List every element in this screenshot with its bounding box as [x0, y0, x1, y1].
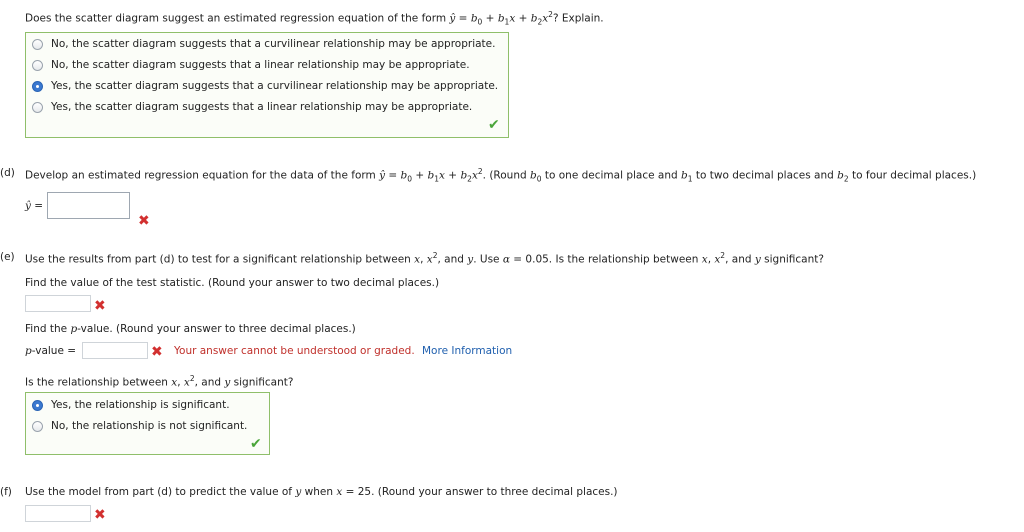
- test-statistic-prompt: Find the value of the test statistic. (Round your answer to two decimal places.): [25, 277, 440, 289]
- error-message: Your answer cannot be understood or graded.: [174, 345, 415, 357]
- option-label: No, the scatter diagram suggests that a linear relationship may be appropriate.: [51, 59, 470, 71]
- correct-check-icon: ✔: [250, 436, 262, 452]
- radio-button[interactable]: [32, 39, 43, 50]
- option-label: No, the scatter diagram suggests that a curvilinear relationship may be appropriate.: [51, 38, 496, 50]
- part-f-label: (f): [0, 486, 12, 498]
- prediction-input[interactable]: [25, 505, 91, 522]
- incorrect-x-icon: ✖: [151, 344, 163, 360]
- question-d-text: Develop an estimated regression equation for the data of the form ŷ = $b_0 + b_1x + b_2x^2$. (Round $b_0$ to one decimal place and $b_1$ to two decimal places and $b_2$ to four decimal places.): [25, 167, 977, 184]
- answer-box-c: [25, 32, 509, 138]
- option-c-4[interactable]: [32, 99, 472, 115]
- more-information-link[interactable]: More Information: [422, 345, 513, 357]
- incorrect-x-icon: ✖: [94, 298, 106, 314]
- correct-check-icon: ✔: [488, 117, 500, 133]
- p-value-prompt: Find the p-value. (Round your answer to three decimal places.): [25, 323, 356, 335]
- option-c-3[interactable]: [32, 78, 498, 94]
- test-statistic-input[interactable]: [25, 295, 91, 312]
- part-e-label: (e): [0, 251, 15, 263]
- question-c-text: Does the scatter diagram suggest an estimated regression equation of the form ŷ = $b_0 + b_1x + b_2x^2$? Explain.: [25, 10, 604, 27]
- answer-box-significance: [25, 392, 270, 455]
- option-label: Yes, the scatter diagram suggests that a linear relationship may be appropriate.: [51, 101, 473, 113]
- option-label: No, the relationship is not significant.: [51, 420, 248, 432]
- significance-question: Is the relationship between x, $x^2$, and y significant?: [25, 374, 294, 389]
- option-c-2[interactable]: [32, 57, 470, 73]
- p-value-input[interactable]: [82, 342, 148, 359]
- question-f-text: Use the model from part (d) to predict the value of y when x = 25. (Round your answer to three decimal places.): [25, 486, 618, 498]
- radio-button[interactable]: [32, 102, 43, 113]
- option-not-significant[interactable]: [32, 418, 247, 434]
- incorrect-x-icon: ✖: [138, 213, 150, 229]
- question-e-text: Use the results from part (d) to test for a significant relationship between x, $x^2$, and y. Use α = 0.05. Is the relationship between x, $x^2$, and y significant?: [25, 251, 824, 266]
- option-label: Yes, the scatter diagram suggests that a curvilinear relationship may be appropriate.: [51, 80, 499, 92]
- radio-button-selected[interactable]: [32, 81, 43, 92]
- option-c-1[interactable]: [32, 36, 495, 52]
- radio-button[interactable]: [32, 60, 43, 71]
- option-label: Yes, the relationship is significant.: [51, 399, 230, 411]
- radio-button-selected[interactable]: [32, 400, 43, 411]
- incorrect-x-icon: ✖: [94, 507, 106, 523]
- radio-button[interactable]: [32, 421, 43, 432]
- p-value-label: p-value =: [25, 345, 77, 357]
- regression-equation-input[interactable]: [47, 192, 130, 219]
- yhat-label: ŷ =: [25, 200, 44, 212]
- option-significant[interactable]: [32, 397, 230, 413]
- part-d-label: (d): [0, 167, 15, 179]
